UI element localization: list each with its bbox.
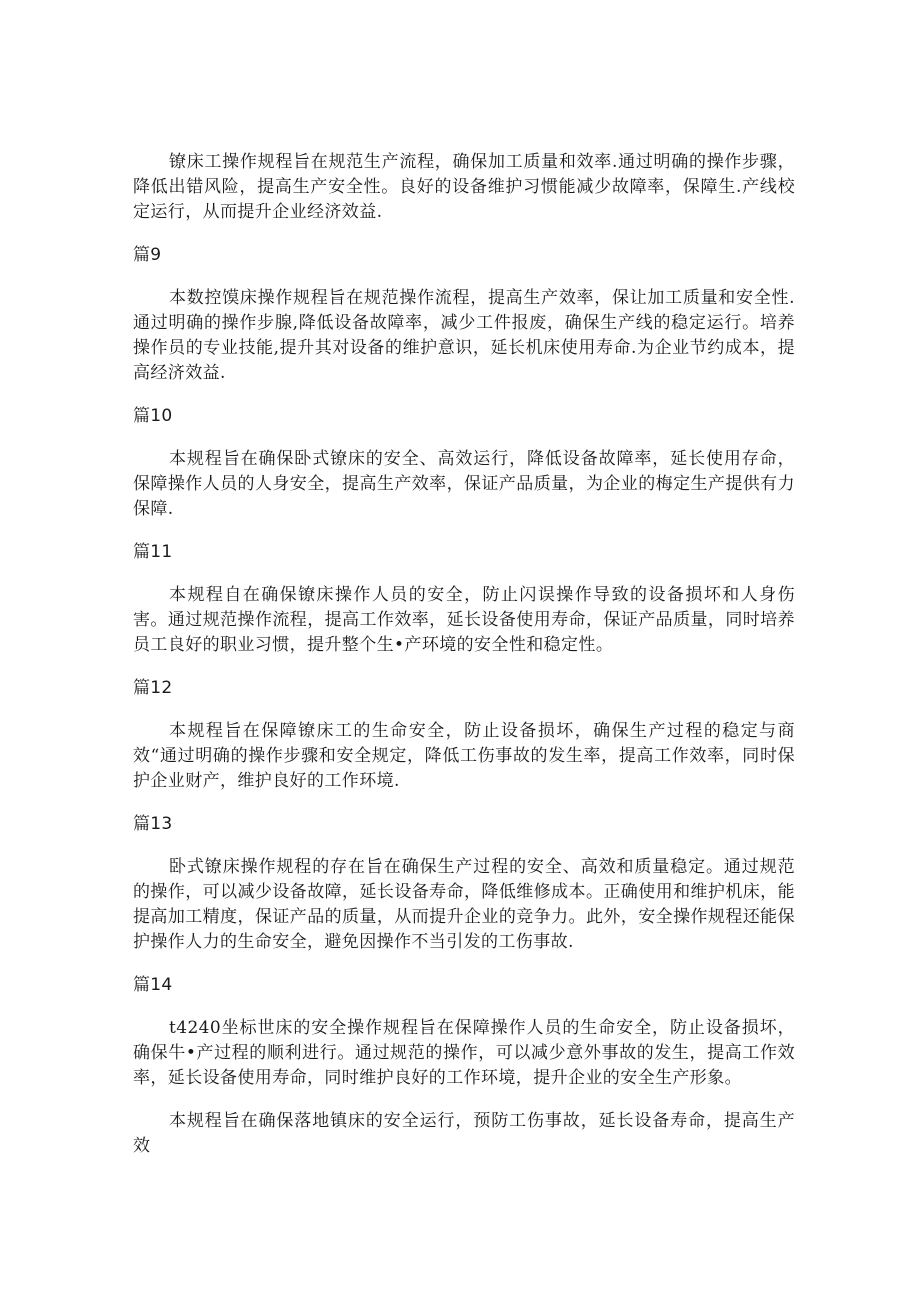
paragraph-section-9: 本数控馍床操作规程旨在规范操作流程，提高生产效率，保让加工质量和安全性.通过明确的操作步腺,降低设备故障率，减少工件报废，确保生产线的稳定运行。培养操作员的专业技能,提升其对设备的维护意识，延长机床使用寿命.为企业节约成本，提高经济效益.	[133, 288, 795, 383]
paragraph-section-14: t4240坐标世床的安全操作规程旨在保障操作人员的生命安全，防止设备损坏，确保牛•产过程的顺利进行。通过规范的操作，可以减少意外事故的发生，提高工作效率，延长设备使用寿命，同时维护良好的工作环境，提升企业的安全生产形象。	[133, 1018, 795, 1088]
section-heading-12: 篇12	[133, 678, 173, 698]
paragraph-section-10: 本规程旨在确保卧式镣床的安全、高效运行，降低设备故障率，延长使用存命，保障操作人员的人身安全，提高生产效率，保证产品质量，为企业的梅定生产提供有力保障.	[133, 449, 795, 519]
paragraph-truncated: 本规程旨在确保落地镇床的安全运行，预防工伤事故，延长设备寿命，提高生产效	[133, 1111, 795, 1156]
paragraph-intro: 镣床工操作规程旨在规范生产流程，确保加工质量和效率.通过明确的操作步骤，降低出错风险，提高生产安全性。良好的设备维护习惯能减少故障率，保障生.产线校定运行，从而提升企业经济效益.	[133, 152, 795, 222]
section-heading-13: 篇13	[133, 814, 173, 834]
section-heading-11: 篇11	[133, 542, 173, 562]
paragraph-section-11: 本规程自在确保镣床操作人员的安全，防止闪误操作导致的设备损坏和人身伤害。通过规范操作流程，提高工作效率，延长设备使用寿命，保证产品质量，同时培养员工良好的职业习惯，提升整个生•产环境的安全性和稳定性。	[133, 585, 795, 655]
section-heading-9: 篇9	[133, 245, 162, 265]
document-body	[133, 150, 795, 1177]
paragraph-section-12: 本规程旨在保障镣床工的生命安全，防止设备损坏，确保生产过程的稳定与商效“通过明确的操作步骤和安全规定，降低工伤事故的发生率，提高工作效率，同时保护企业财产，维护良好的工作环境.	[133, 721, 795, 791]
paragraph-section-13: 卧式镣床操作规程的存在旨在确保生产过程的安全、高效和质量稳定。通过规范的操作，可以减少设备故障，延长设备寿命，降低维修成本。正确使用和维护机床，能提高加工精度，保证产品的质量，从而提升企业的竞争力。此外，安全操作规程还能保护操作人力的生命安全，避免因操作不当引发的工伤事故.	[133, 857, 795, 952]
section-heading-10: 篇10	[133, 406, 173, 426]
section-heading-14: 篇14	[133, 975, 173, 995]
